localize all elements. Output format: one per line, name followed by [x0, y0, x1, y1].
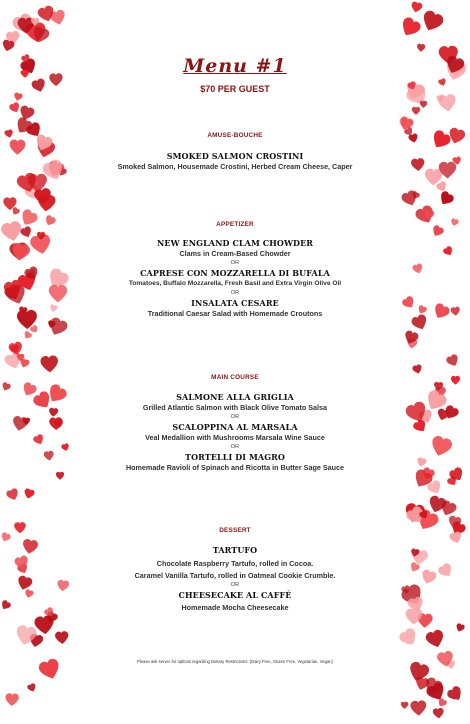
- heart-icon: [42, 449, 56, 463]
- section-amuse-bouche: [72, 132, 398, 171]
- dish-name: CAPRESE CON MOZZARELLA DI BUFALA: [140, 268, 330, 278]
- section-main-course: [72, 374, 398, 472]
- heart-icon: [36, 231, 46, 241]
- menu-title: Menu #1: [183, 55, 287, 77]
- section-heading: MAIN COURSE: [211, 374, 259, 381]
- heart-icon: [8, 138, 27, 157]
- heart-icon: [29, 76, 49, 96]
- heart-icon: [422, 626, 448, 652]
- dish-description: Smoked Salmon, Housemade Crostini, Herbed Cream Cheese, Caper: [117, 162, 353, 171]
- price-per-guest: $70 PER GUEST: [200, 84, 270, 94]
- heart-icon: [0, 598, 13, 613]
- heart-icon: [409, 156, 427, 174]
- or-separator: OR: [230, 414, 240, 420]
- or-separator: OR: [230, 290, 240, 296]
- heart-icon: [44, 314, 72, 342]
- dish-name: TARTUFO: [212, 545, 258, 555]
- dish-description: Homemade Mocha Cheesecake: [181, 603, 289, 612]
- section-dessert: [72, 527, 398, 612]
- heart-icon: [47, 283, 69, 305]
- dish-name: CHEESECAKE AL CAFFÈ: [178, 590, 292, 600]
- heart-icon: [9, 413, 30, 434]
- heart-icon: [407, 132, 421, 146]
- heart-icon: [0, 380, 13, 393]
- heart-icon: [409, 699, 429, 719]
- heart-icon: [19, 68, 30, 79]
- heart-icon: [450, 375, 461, 386]
- heart-icon: [415, 42, 426, 53]
- dish-name: SMOKED SALMON CROSTINI: [166, 151, 304, 161]
- heart-icon: [400, 701, 409, 710]
- dish-description: Tomatoes, Buffalo Mozzarella, Fresh Basil and Extra Virgin Olive Oil: [128, 280, 342, 287]
- heart-icon: [444, 352, 463, 371]
- heart-icon: [4, 692, 21, 709]
- or-separator: OR: [230, 444, 240, 450]
- heart-icon: [0, 37, 17, 54]
- heart-icon: [429, 223, 447, 241]
- dish-description: Grilled Atlantic Salmon with Black Olive Tomato Salsa: [142, 403, 328, 412]
- heart-icon: [13, 521, 27, 535]
- heart-icon: [35, 655, 66, 686]
- heart-icon: [426, 432, 456, 462]
- dish-name: NEW ENGLAND CLAM CHOWDER: [156, 238, 314, 248]
- heart-icon: [31, 432, 47, 448]
- heart-icon: [17, 305, 29, 317]
- heart-icon: [35, 192, 58, 215]
- section-appetizer: [72, 221, 398, 318]
- heart-icon: [25, 681, 38, 694]
- dish-description: Homemade Ravioli of Spinach and Ricotta in Butter Sage Sauce: [125, 463, 345, 472]
- dish-description: Clams in Cream-Based Chowder: [179, 249, 291, 258]
- heart-icon: [48, 72, 64, 88]
- heart-icon: [437, 160, 458, 181]
- heart-icon: [410, 261, 425, 276]
- heart-icon: [431, 706, 445, 720]
- heart-icon: [47, 406, 59, 418]
- heart-icon: [42, 213, 58, 229]
- heart-icon: [409, 547, 421, 559]
- heart-icon: [435, 560, 457, 582]
- heart-icon: [441, 244, 456, 259]
- heart-icon: [4, 486, 22, 504]
- heart-icon: [449, 217, 460, 228]
- heart-icon: [449, 305, 461, 317]
- dish-description: Caramel Vanilla Tartufo, rolled in Oatmeal Cookie Crumble.: [134, 571, 336, 580]
- heart-icon: [12, 622, 40, 650]
- menu-page: [72, 0, 398, 724]
- section-heading: AMUSE-BOUCHE: [207, 132, 263, 139]
- dietary-footnote: Please ask server for options regarding Dietary Restrictions: (Dairy Free, Gluten Free, Vegetarian, Vegan): [137, 659, 333, 664]
- heart-icon: [453, 621, 466, 634]
- heart-icon: [434, 648, 456, 670]
- dish-description: Traditional Caesar Salad with Homemade Croutons: [147, 309, 323, 318]
- heart-icon: [411, 363, 425, 377]
- heart-icon: [419, 100, 428, 109]
- dish-name: TORTELLI DI MAGRO: [185, 452, 285, 462]
- heart-icon: [0, 530, 13, 545]
- heart-icon: [435, 91, 459, 115]
- heart-icon: [55, 578, 71, 594]
- dish-description: Chocolate Raspberry Tartufo, rolled in Cocoa.: [156, 559, 314, 568]
- heart-icon: [422, 208, 436, 222]
- section-heading: APPETIZER: [216, 221, 254, 228]
- section-heading: DESSERT: [219, 527, 251, 534]
- heart-border-left: [0, 0, 72, 724]
- heart-icon: [22, 487, 37, 502]
- dish-name: SALMONE ALLA GRIGLIA: [176, 392, 294, 402]
- dish-name: SCALOPPINA AL MARSALA: [172, 422, 298, 432]
- heart-icon: [38, 353, 60, 375]
- dish-name: INSALATA CESARE: [191, 298, 279, 308]
- heart-icon: [60, 442, 71, 453]
- heart-icon: [26, 172, 50, 196]
- or-separator: OR: [230, 260, 240, 266]
- heart-icon: [55, 471, 65, 481]
- heart-border-right: [398, 0, 470, 724]
- or-separator: OR: [230, 582, 240, 588]
- dish-description: Veal Medallion with Mushrooms Marsala Wine Sauce: [145, 433, 325, 442]
